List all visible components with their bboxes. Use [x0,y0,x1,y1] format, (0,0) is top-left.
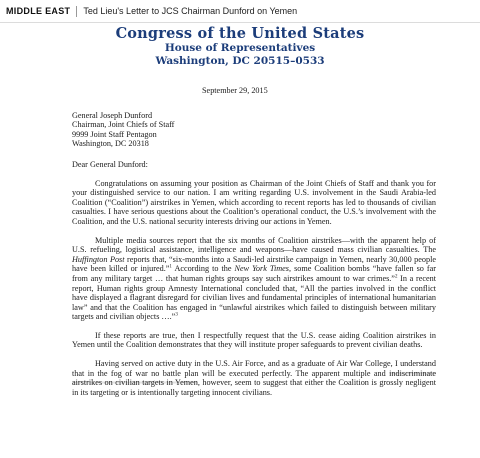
article-headline: Ted Lieu's Letter to JCS Chairman Dunford on Yemen [83,6,298,16]
address-line: 9999 Joint Staff Pentagon [72,129,157,139]
letterhead-address: Washington, DC 20515–0533 [155,55,325,67]
footnote-marker: 2 [394,274,398,280]
salutation: Dear General Dunford: [72,159,148,169]
address-line: Chairman, Joint Chiefs of Staff [72,120,175,130]
article-topbar [0,0,480,23]
publication-name: New York Times [234,264,289,274]
paragraph-1: Congratulations on assuming your position as Chairman of the Joint Chiefs of Staff and thank you for your distinguished service to our nation. I am writing regarding U.S. involvement in the Saudi Arabia-led Coalition (“Coalition”) airstrikes in Yemen, which according to recent reports has led to thousands of civilian casualties. I have serious questions about the Coalition’s operational conduct, the U.S.’s involvement with the Coalition, and the U.S. national security interests driving our actions in Yemen. [72,178,436,226]
address-line: Washington, DC 20318 [72,139,149,149]
topbar-divider [76,6,77,17]
paragraph-3: If these reports are true, then I respectfully request that the U.S. cease aiding Coalition airstrikes in Yemen until the Coalition demonstrates that they will institute proper safeguards to prevent civilian deaths. [72,330,436,350]
paragraph-4: Having served on active duty in the U.S. Air Force, and as a graduate of Air War College, I understand that in the fog of war no battle plan will be executed perfectly. The apparent multiple and indiscriminate airstrikes on civilian targets in Yemen, however, seem to suggest that either the Coalition is grossly negligent in its targeting or is intentionally targeting innocent civilians. [72,359,436,397]
letterhead-house: House of Representatives [164,42,316,54]
footnote-marker: 3 [175,312,178,318]
recipient-address [72,111,436,149]
smudged-text: indiscriminate airstrikes on civilian targets in Yemen [72,368,436,388]
publication-name: Huffington Post [72,254,125,264]
address-line: General Joseph Dunford [72,110,153,120]
footnote-marker: 1 [169,264,172,270]
letter-body [0,86,480,397]
section-label[interactable]: MIDDLE EAST [6,6,71,16]
letterhead-congress: Congress of the United States [115,25,365,42]
letter-document [0,22,480,458]
paragraph-2: Multiple media sources report that the six months of Coalition airstrikes—with the apparent help of U.S. refueling, logistical assistance, intelligence and weapons—have caused mass civilian casualties. The Huffington Post reports that, “six-months into a Saudi-led airstrike campaign in Yemen, nearly 30,000 people have been killed or injured.”$^1$ According to the New York Times, some Coalition bombs “have fallen so far from any military target … that human rights groups say such airstrikes amount to war crimes.”$^2$ In a recent report, Human rights group Amnesty International concluded that, “All the parties involved in the conflict have displayed a flagrant disregard for civilian lives and fundamental principles of international humanitarian law” and that the Coalition has engaged in “unlawful airstrikes which failed to distinguish between military targets and civilian objects ….”$^3$ [72,235,437,322]
letter-date: September 29, 2015 [202,86,268,95]
letterhead [0,26,480,67]
